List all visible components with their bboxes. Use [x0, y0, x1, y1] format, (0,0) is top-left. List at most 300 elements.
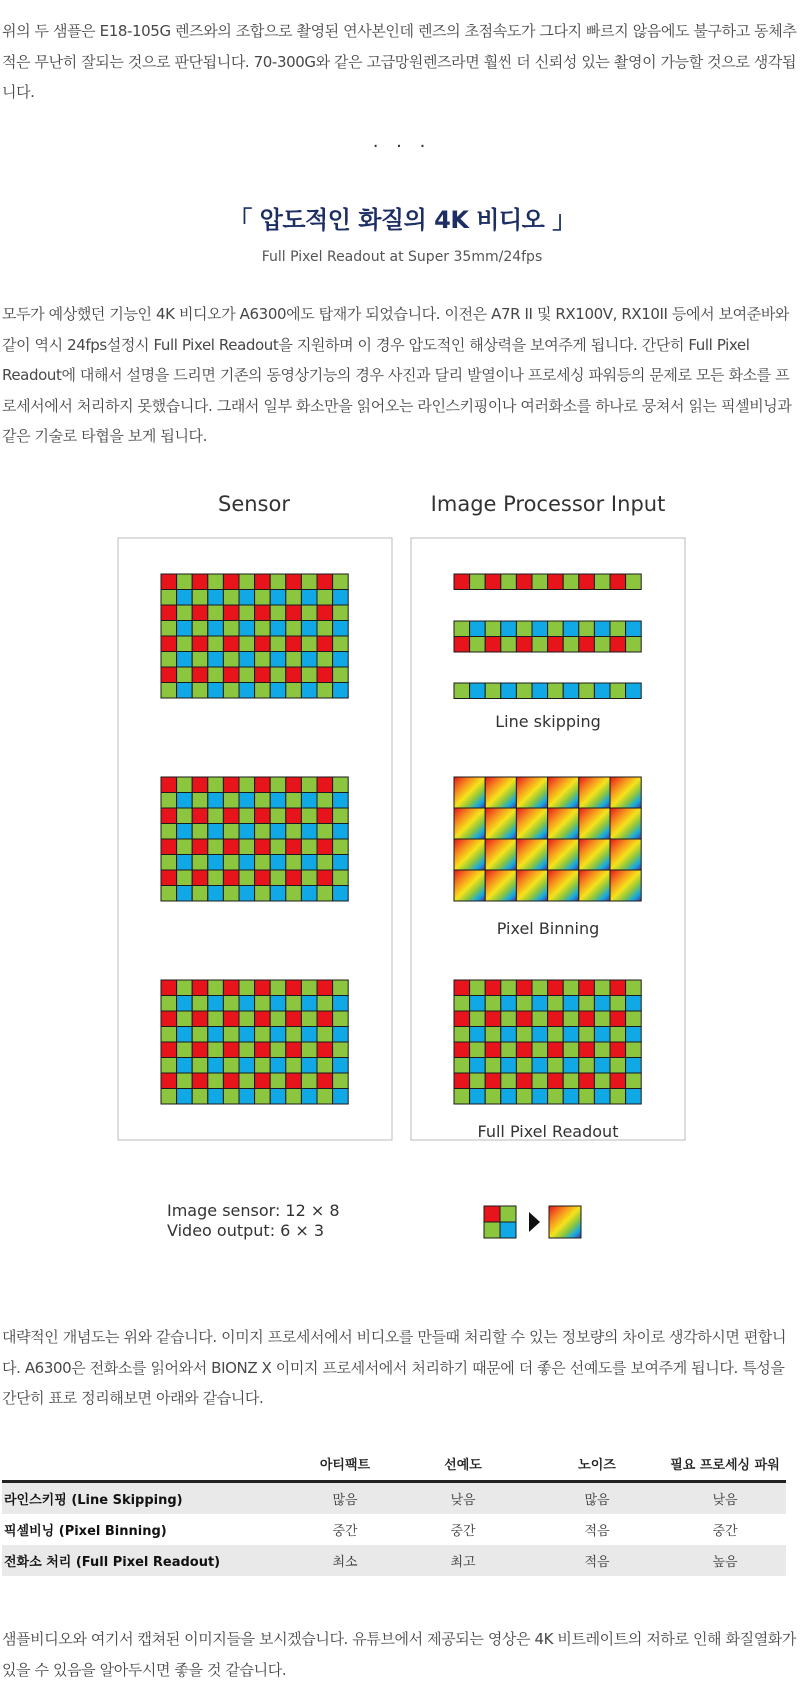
- bayer-pixel: [532, 980, 548, 996]
- bayer-pixel: [317, 824, 333, 840]
- table-cell: 많음: [332, 1493, 358, 1508]
- bayer-pixel: [270, 1058, 286, 1074]
- bayer-pixel: [532, 996, 548, 1012]
- table-header-row: [2, 1446, 786, 1482]
- bayer-pixel: [223, 870, 239, 886]
- bayer-pixel: [301, 824, 317, 840]
- bayer-pixel: [516, 1027, 532, 1043]
- bayer-pixel: [317, 1027, 333, 1043]
- bayer-pixel: [223, 652, 239, 668]
- bayer-pixel: [470, 1073, 486, 1089]
- table-cell: 전화소 처리 (Full Pixel Readout): [4, 1555, 221, 1570]
- bayer-pixel: [223, 636, 239, 652]
- bayer-pixel: [548, 1089, 564, 1105]
- bayer-pixel: [286, 1089, 302, 1105]
- bayer-pixel: [301, 667, 317, 683]
- bayer-pixel: [301, 886, 317, 902]
- bayer-pixel: [286, 652, 302, 668]
- table-row: [2, 1545, 786, 1576]
- bayer-pixel: [270, 1073, 286, 1089]
- bayer-pixel: [270, 605, 286, 621]
- bayer-pixel: [208, 1027, 224, 1043]
- bayer-pixel: [626, 1027, 642, 1043]
- bayer-pixel: [192, 667, 208, 683]
- bayer-pixel: [239, 839, 255, 855]
- table-cell: 라인스키핑 (Line Skipping): [4, 1493, 183, 1508]
- bayer-pixel: [208, 886, 224, 902]
- bayer-pixel: [192, 621, 208, 637]
- section-heading: 「 압도적인 화질의 4K 비디오 」: [228, 206, 576, 234]
- bayer-pixel: [208, 605, 224, 621]
- bayer-pixel: [255, 667, 271, 683]
- bayer-pixel: [317, 683, 333, 699]
- bayer-pixel: [626, 1073, 642, 1089]
- bayer-pixel: [333, 667, 349, 683]
- bayer-pixel: [208, 621, 224, 637]
- binned-pixel: [516, 808, 547, 839]
- skipped-line-pixel: [610, 621, 626, 637]
- bayer-pixel: [579, 1011, 595, 1027]
- bayer-pixel: [192, 1027, 208, 1043]
- bayer-pixel: [255, 886, 271, 902]
- binned-pixel: [454, 839, 485, 870]
- bayer-pixel: [485, 1073, 501, 1089]
- bayer-pixel: [223, 1042, 239, 1058]
- skipped-line-pixel: [470, 637, 486, 653]
- bayer-pixel: [333, 839, 349, 855]
- bayer-pixel: [208, 1042, 224, 1058]
- bayer-pixel: [208, 980, 224, 996]
- binned-pixel: [548, 777, 579, 808]
- binned-pixel: [454, 870, 485, 901]
- bayer-pixel: [532, 1027, 548, 1043]
- table-header: [2, 1446, 294, 1482]
- bayer-pixel: [563, 1011, 579, 1027]
- bayer-pixel: [286, 605, 302, 621]
- bayer-pixel: [301, 1027, 317, 1043]
- bayer-pixel: [333, 870, 349, 886]
- skipped-line-pixel: [470, 574, 486, 590]
- bayer-pixel: [286, 870, 302, 886]
- bayer-pixel: [177, 1011, 193, 1027]
- video-paragraph: 모두가 예상했던 기능인 4K 비디오가 A6300에도 탑재가 되었습니다. 이전은 A7R II 및 RX100V, RX10II 등에서 보여준바와 같이 역시 24fps설정시 Full Pixel Readout을 지원하며 이 경우 압도적인 해상력을 보여주게 됩니다. 간단히 Full Pixel Readout에 대해서 설명을 드리면 기존의 동영상기능의 경우 사진과 달리 발열이나 프로세싱 파워등의 문제로 모든 화소를 프로세서에서 처리하지 못했습니다. 그래서 일부 화소만을 읽어오는 라인스키핑이나 여러화소를 하나로 뭉쳐서 읽는 픽셀비닝과 같은 기술로 타협을 보게 됩니다.: [2, 305, 792, 445]
- bayer-pixel: [333, 886, 349, 902]
- bayer-pixel: [192, 1089, 208, 1105]
- skipped-line-pixel: [610, 683, 626, 699]
- bayer-pixel: [333, 808, 349, 824]
- bayer-pixel: [485, 980, 501, 996]
- bayer-pixel: [626, 1058, 642, 1074]
- bayer-pixel: [270, 590, 286, 606]
- skipped-line-pixel: [626, 637, 642, 653]
- bayer-pixel: [192, 636, 208, 652]
- bayer-pixel: [286, 1027, 302, 1043]
- bayer-pixel: [161, 870, 177, 886]
- sample-video-paragraph: 샘플비디오와 여기서 캡쳐된 이미지들을 보시겠습니다. 유튜브에서 제공되는 영상은 4K 비트레이트의 저하로 인해 화질열화가 있을 수 있음을 알아두시면 좋을 것 같습니다.: [2, 1630, 796, 1679]
- bayer-pixel: [333, 1058, 349, 1074]
- binned-pixel: [610, 777, 641, 808]
- bayer-pixel: [192, 808, 208, 824]
- bayer-pixel: [470, 980, 486, 996]
- bayer-pixel: [161, 980, 177, 996]
- legend-bayer-pixel: [484, 1206, 500, 1222]
- bayer-pixel: [255, 996, 271, 1012]
- bayer-pixel: [177, 839, 193, 855]
- table-cell: 중간: [332, 1524, 358, 1539]
- bayer-pixel: [485, 1058, 501, 1074]
- bayer-pixel: [192, 996, 208, 1012]
- bayer-pixel: [594, 1089, 610, 1105]
- bayer-pixel: [485, 1042, 501, 1058]
- bayer-pixel: [177, 605, 193, 621]
- bayer-pixel: [161, 839, 177, 855]
- table-header: 노이즈: [578, 1457, 616, 1473]
- bayer-pixel: [161, 667, 177, 683]
- bayer-pixel: [270, 636, 286, 652]
- binned-pixel: [485, 777, 516, 808]
- bayer-pixel: [333, 980, 349, 996]
- bayer-pixel: [270, 777, 286, 793]
- skipped-line-pixel: [610, 574, 626, 590]
- bayer-pixel: [239, 1027, 255, 1043]
- table-row: [2, 1482, 786, 1515]
- bayer-pixel: [454, 1089, 470, 1105]
- bayer-pixel: [333, 621, 349, 637]
- bayer-pixel: [317, 636, 333, 652]
- bayer-pixel: [161, 1058, 177, 1074]
- skipped-line-pixel: [454, 683, 470, 699]
- bayer-pixel: [579, 996, 595, 1012]
- bayer-pixel: [516, 1011, 532, 1027]
- table-cell: 중간: [712, 1524, 738, 1539]
- bayer-pixel: [177, 996, 193, 1012]
- bayer-pixel: [223, 1089, 239, 1105]
- bayer-pixel: [333, 1027, 349, 1043]
- bayer-pixel: [255, 1027, 271, 1043]
- sensor-resolution-note: Image sensor: 12 × 8: [167, 1201, 340, 1220]
- bayer-pixel: [223, 839, 239, 855]
- label-pixel-binning: Pixel Binning: [496, 919, 600, 938]
- bayer-pixel: [177, 808, 193, 824]
- bayer-pixel: [208, 636, 224, 652]
- bayer-pixel: [563, 1089, 579, 1105]
- skipped-line-pixel: [626, 683, 642, 699]
- bayer-pixel: [161, 621, 177, 637]
- binned-pixel: [579, 808, 610, 839]
- bayer-pixel: [239, 574, 255, 590]
- bayer-pixel: [239, 824, 255, 840]
- table-cell: 낮음: [450, 1493, 476, 1508]
- bayer-pixel: [501, 1011, 517, 1027]
- bayer-pixel: [317, 667, 333, 683]
- bayer-pixel: [579, 1073, 595, 1089]
- bayer-pixel: [177, 590, 193, 606]
- skipped-line-pixel: [626, 621, 642, 637]
- bayer-pixel: [301, 996, 317, 1012]
- bayer-pixel: [594, 1073, 610, 1089]
- bayer-pixel: [548, 1027, 564, 1043]
- bayer-pixel: [317, 1011, 333, 1027]
- bayer-pixel: [223, 1058, 239, 1074]
- binned-pixel: [485, 808, 516, 839]
- bayer-pixel: [301, 855, 317, 871]
- bayer-pixel: [223, 1073, 239, 1089]
- bayer-pixel: [548, 996, 564, 1012]
- bayer-pixel: [610, 1058, 626, 1074]
- bayer-pixel: [610, 1089, 626, 1105]
- bayer-pixel: [192, 793, 208, 809]
- binned-pixel: [485, 870, 516, 901]
- bayer-pixel: [301, 1089, 317, 1105]
- bayer-pixel: [301, 777, 317, 793]
- bayer-pixel: [333, 590, 349, 606]
- bayer-pixel: [177, 855, 193, 871]
- bayer-pixel: [223, 590, 239, 606]
- bayer-pixel: [485, 1089, 501, 1105]
- processor-title: Image Processor Input: [430, 492, 666, 516]
- bayer-pixel: [286, 1042, 302, 1058]
- binned-pixel: [516, 839, 547, 870]
- binned-pixel: [579, 870, 610, 901]
- bayer-pixel: [192, 590, 208, 606]
- bayer-pixel: [223, 605, 239, 621]
- bayer-pixel: [223, 574, 239, 590]
- bayer-pixel: [255, 870, 271, 886]
- bayer-pixel: [223, 683, 239, 699]
- bayer-pixel: [192, 839, 208, 855]
- bayer-pixel: [516, 996, 532, 1012]
- bayer-pixel: [301, 1042, 317, 1058]
- bayer-pixel: [286, 683, 302, 699]
- bayer-pixel: [223, 667, 239, 683]
- bayer-pixel: [208, 996, 224, 1012]
- bayer-pixel: [333, 824, 349, 840]
- bayer-pixel: [333, 777, 349, 793]
- binned-pixel: [516, 777, 547, 808]
- bayer-pixel: [239, 652, 255, 668]
- bayer-pixel: [532, 1058, 548, 1074]
- bayer-pixel: [333, 683, 349, 699]
- bayer-pixel: [501, 980, 517, 996]
- bayer-pixel: [563, 1058, 579, 1074]
- table-cell: 적음: [584, 1555, 610, 1570]
- bayer-pixel: [485, 1011, 501, 1027]
- bayer-pixel: [333, 1073, 349, 1089]
- bayer-pixel: [610, 996, 626, 1012]
- bayer-pixel: [317, 1073, 333, 1089]
- skipped-line-pixel: [563, 683, 579, 699]
- bayer-pixel: [161, 574, 177, 590]
- bayer-pixel: [548, 1058, 564, 1074]
- legend-bayer-pixel: [500, 1222, 516, 1238]
- bayer-pixel: [239, 605, 255, 621]
- bayer-pixel: [161, 808, 177, 824]
- bayer-pixel: [317, 777, 333, 793]
- bayer-pixel: [563, 1027, 579, 1043]
- skipped-line-pixel: [501, 621, 517, 637]
- bayer-pixel: [255, 636, 271, 652]
- bayer-pixel: [270, 870, 286, 886]
- bayer-pixel: [532, 1011, 548, 1027]
- table-cell: 적음: [584, 1524, 610, 1539]
- bayer-pixel: [301, 621, 317, 637]
- bayer-pixel: [333, 574, 349, 590]
- comparison-table: [2, 1446, 786, 1576]
- bayer-pixel: [317, 870, 333, 886]
- table-cell: 낮음: [712, 1493, 738, 1508]
- bayer-pixel: [301, 683, 317, 699]
- skipped-line-pixel: [532, 637, 548, 653]
- skipped-line-pixel: [563, 621, 579, 637]
- skipped-line-pixel: [516, 683, 532, 699]
- bayer-pixel: [239, 996, 255, 1012]
- bayer-pixel: [301, 839, 317, 855]
- bayer-pixel: [286, 793, 302, 809]
- bayer-pixel: [177, 1058, 193, 1074]
- bayer-pixel: [177, 574, 193, 590]
- skipped-line-pixel: [516, 574, 532, 590]
- bayer-pixel: [161, 1011, 177, 1027]
- bayer-pixel: [610, 1027, 626, 1043]
- binned-pixel: [485, 839, 516, 870]
- bayer-pixel: [501, 1089, 517, 1105]
- bayer-pixel: [255, 621, 271, 637]
- table-row: [2, 1514, 786, 1545]
- bayer-pixel: [223, 621, 239, 637]
- bayer-pixel: [270, 1089, 286, 1105]
- bayer-pixel: [301, 808, 317, 824]
- binned-pixel: [548, 870, 579, 901]
- bayer-pixel: [239, 1011, 255, 1027]
- bayer-pixel: [208, 824, 224, 840]
- bayer-pixel: [177, 621, 193, 637]
- skipped-line-pixel: [548, 637, 564, 653]
- bayer-pixel: [317, 1042, 333, 1058]
- bayer-pixel: [286, 1073, 302, 1089]
- bayer-pixel: [208, 652, 224, 668]
- skipped-line-pixel: [532, 621, 548, 637]
- skipped-line-pixel: [579, 683, 595, 699]
- bayer-pixel: [208, 574, 224, 590]
- bayer-pixel: [192, 824, 208, 840]
- bayer-pixel: [192, 1011, 208, 1027]
- table-cell: 최고: [450, 1555, 476, 1570]
- bayer-pixel: [454, 980, 470, 996]
- skipped-line-pixel: [516, 621, 532, 637]
- bayer-pixel: [270, 667, 286, 683]
- bayer-pixel: [161, 793, 177, 809]
- bayer-pixel: [454, 1042, 470, 1058]
- bayer-pixel: [333, 1089, 349, 1105]
- bayer-pixel: [270, 1011, 286, 1027]
- bayer-pixel: [317, 855, 333, 871]
- section-subheading: Full Pixel Readout at Super 35mm/24fps: [261, 249, 543, 265]
- bayer-pixel: [563, 980, 579, 996]
- bayer-pixel: [301, 605, 317, 621]
- table-header: 필요 프로세싱 파워: [670, 1457, 780, 1473]
- bayer-pixel: [255, 1011, 271, 1027]
- bayer-pixel: [270, 996, 286, 1012]
- bayer-pixel: [301, 870, 317, 886]
- bayer-pixel: [286, 1011, 302, 1027]
- bayer-pixel: [286, 996, 302, 1012]
- bayer-pixel: [532, 1042, 548, 1058]
- bayer-pixel: [301, 590, 317, 606]
- bayer-pixel: [626, 1089, 642, 1105]
- bayer-pixel: [192, 886, 208, 902]
- bayer-pixel: [177, 652, 193, 668]
- bayer-pixel: [161, 1027, 177, 1043]
- bayer-pixel: [454, 1011, 470, 1027]
- skipped-line-pixel: [485, 637, 501, 653]
- bayer-pixel: [317, 621, 333, 637]
- skipped-line-pixel: [594, 574, 610, 590]
- bayer-pixel: [501, 1073, 517, 1089]
- bayer-pixel: [333, 793, 349, 809]
- bayer-pixel: [501, 1027, 517, 1043]
- bayer-pixel: [548, 980, 564, 996]
- bayer-pixel: [454, 1027, 470, 1043]
- bayer-pixel: [301, 574, 317, 590]
- skipped-line-pixel: [594, 637, 610, 653]
- readout-diagram: [0, 460, 804, 1260]
- bayer-pixel: [317, 980, 333, 996]
- bayer-pixel: [532, 1089, 548, 1105]
- bayer-pixel: [270, 886, 286, 902]
- skipped-line-pixel: [579, 621, 595, 637]
- bayer-pixel: [301, 980, 317, 996]
- bayer-pixel: [594, 1011, 610, 1027]
- bayer-pixel: [610, 1042, 626, 1058]
- bayer-pixel: [626, 1042, 642, 1058]
- bayer-pixel: [317, 793, 333, 809]
- bayer-pixel: [270, 574, 286, 590]
- bayer-pixel: [454, 1073, 470, 1089]
- skipped-line-pixel: [626, 574, 642, 590]
- bayer-pixel: [239, 667, 255, 683]
- bayer-pixel: [177, 1089, 193, 1105]
- bayer-pixel: [161, 855, 177, 871]
- bayer-pixel: [208, 590, 224, 606]
- bayer-pixel: [333, 996, 349, 1012]
- bayer-pixel: [286, 574, 302, 590]
- bayer-pixel: [223, 777, 239, 793]
- table-cell: 최소: [332, 1555, 358, 1570]
- bayer-pixel: [563, 1073, 579, 1089]
- bayer-pixel: [208, 1073, 224, 1089]
- table-header: 아티팩트: [319, 1457, 371, 1473]
- bayer-pixel: [177, 980, 193, 996]
- bayer-pixel: [579, 1058, 595, 1074]
- bayer-pixel: [192, 855, 208, 871]
- bayer-pixel: [333, 605, 349, 621]
- bayer-pixel: [579, 1042, 595, 1058]
- bayer-pixel: [301, 652, 317, 668]
- bayer-pixel: [192, 652, 208, 668]
- skipped-line-pixel: [470, 683, 486, 699]
- arrow-right-icon: [529, 1212, 540, 1232]
- bayer-pixel: [177, 793, 193, 809]
- bayer-pixel: [161, 636, 177, 652]
- bayer-pixel: [301, 793, 317, 809]
- bayer-pixel: [286, 621, 302, 637]
- bayer-pixel: [563, 1042, 579, 1058]
- legend-binned-pixel: [549, 1206, 581, 1238]
- bayer-pixel: [610, 1073, 626, 1089]
- skipped-line-pixel: [532, 574, 548, 590]
- bayer-pixel: [192, 870, 208, 886]
- binned-pixel: [579, 777, 610, 808]
